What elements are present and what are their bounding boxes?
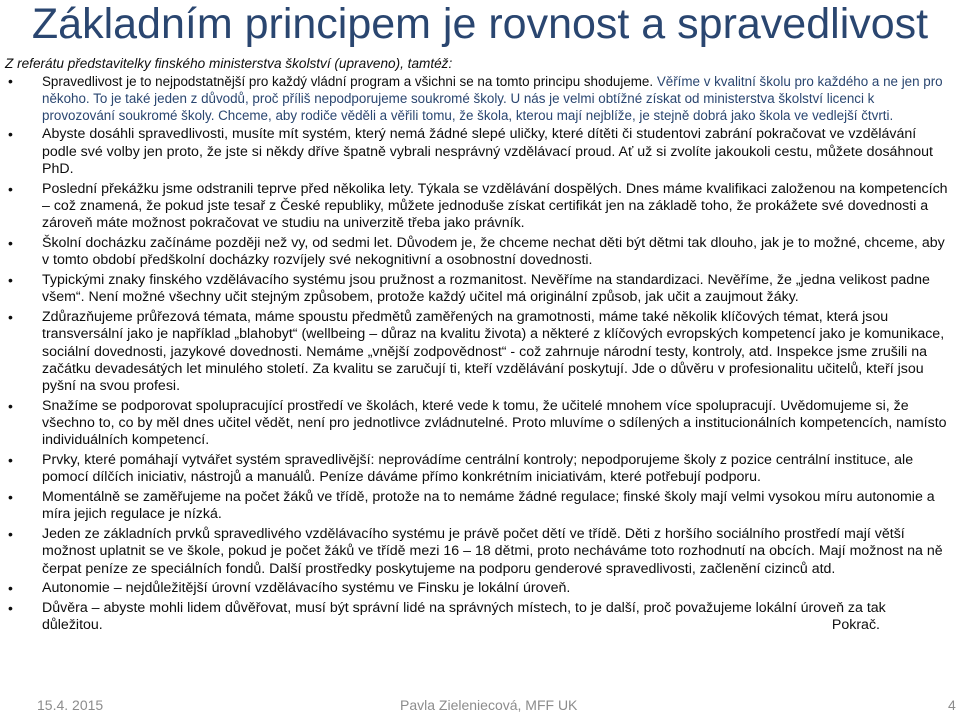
bullet-icon: • xyxy=(8,234,13,251)
list-item xyxy=(0,235,960,270)
intro-line: Z referátu představitelky finského ministerstva školství (upraveno), tamtéž: xyxy=(5,56,453,71)
list-item-text: Zdůrazňujeme průřezová témata, máme spoustu předmětů zaměřených na gramotnosti, máme také několik klíčových témat, která jsou transversální jako je například „blahobyt“ (wellbeing – důraz na kvalitu života) a některé z klíčových evropských kompetencí jako je komunikace, sociální dovednosti, jazykové dovednosti. Nemáme „vnější zodpovědnost“ - což zahrnuje národní testy, kontroly, atd. Inspekce jsme zrušili na začátku devadesátých let minulého století. Za kvalitu se zaručují ti, kteří vzdělávání poskytují. Jde o důvěru v profesionalitu učitelů, kteří jsou pyšní na svou profesi. xyxy=(42,308,945,395)
page-number: 4 xyxy=(948,697,956,713)
list-item-text xyxy=(42,73,948,124)
list-item-text-part1: Spravedlivost je to nejpodstatnější pro každý vládní program a všichni se na tomto principu shodujeme. xyxy=(42,74,654,89)
bullet-icon: • xyxy=(8,180,13,197)
list-item-text: Momentálně se zaměřujeme na počet žáků ve třídě, protože na to nemáme žádné regulace; finské školy mají velmi vysokou míru autonomie a míra jejich regulace je nízká. xyxy=(42,489,935,523)
list-item-text: Důvěra – abyste mohli lidem důvěřovat, musí být správní lidé na správných místech, to je další, proč považujeme lokální úroveň za tak důležitou. xyxy=(42,600,886,634)
bullet-icon: • xyxy=(8,73,13,89)
bullet-icon: • xyxy=(8,580,13,597)
continue-label: Pokrač. xyxy=(831,617,880,634)
bullet-icon: • xyxy=(8,452,13,469)
bullet-icon: • xyxy=(8,489,13,506)
list-item xyxy=(0,126,960,178)
bullet-icon: • xyxy=(8,526,13,543)
list-item xyxy=(0,309,960,395)
footer-author: Pavla Zieleniecová, MFF UK xyxy=(400,697,578,713)
list-item xyxy=(0,600,960,635)
slide-title: Základním principem je rovnost a spravedlivost xyxy=(31,0,929,48)
list-item xyxy=(0,181,960,233)
list-item-text: Prvky, které pomáhají vytvářet systém spravedlivější: neprovádíme centrální kontroly; nepodporujeme školy z pozice centrální instituce, ale pomocí dílčích iniciativ, nástrojů a manuálů. Peníze dáváme přímo konkrétním iniciativám, které potřebují podporu. xyxy=(42,452,914,486)
list-item xyxy=(0,272,960,307)
bullet-icon: • xyxy=(8,397,13,414)
list-item-text: Snažíme se podporovat spolupracující prostředí ve školách, které vede k tomu, že učitelé mnohem více spolupracují. Uvědomujeme si, že všechno to, co by měl dnes učitel vědět, není pro jednotlivce zvládnutelné. Proto mluvíme o sdílených a institucionálních kompetencích, namísto individuálních kompetencí. xyxy=(42,397,947,449)
list-item-text: Typickými znaky finského vzdělávacího systému jsou pružnost a rozmanitost. Nevěříme na standardizaci. Nevěříme, že „jedna velikost padne všem“. Není možné všechny učit stejným způsobem, protože každý učitel má originální způsob, jak učit a zaujmout žáky. xyxy=(42,271,930,306)
bullet-icon: • xyxy=(8,308,13,325)
bullet-icon: • xyxy=(8,600,13,617)
list-item xyxy=(0,398,960,450)
list-item-text: Školní docházku začínáme později než vy, od sedmi let. Důvodem je, že chceme nechat děti být dětmi tak dlouho, jak je to možné, chceme, aby v tomto období předškolní docházky rozvíjely své nekognitivní a osobnostní dovednosti. xyxy=(42,234,945,269)
list-item-text-part2: Věříme v kvalitní školu pro každého a ne jen pro někoho. To je také jeden z důvodů, proč příliš nepodporujeme soukromé školy. U nás je velmi obtížné získat od ministerstva školství licenci k provozování soukromé školy. Chceme, aby rodiče věděli a věřili tomu, že škola, kterou mají nejblíže, je stejně dobrá jako škola ve vedlejší čtvrti. xyxy=(42,74,943,123)
list-item xyxy=(0,526,960,578)
list-item-text: Poslední překážku jsme odstranili teprve před několika lety. Týkala se vzdělávání dospělých. Dnes máme kvalifikaci založenou na kompetencích – což znamená, že pokud jste tesař z České republiky, můžete jednoduše získat certifikát jen na základě toho, že prokážete své dovednosti a zároveň máte možnost pokračovat ve studiu na univerzitě třeba jako právník. xyxy=(42,180,948,232)
list-item xyxy=(0,580,960,597)
list-item-text: Jeden ze základních prvků spravedlivého vzdělávacího systému je právě počet dětí ve třídě. Děti z horšího sociálního prostředí mají větší možnost uplatnit se ve škole, pokud je počet žáků ve třídě mezi 16 – 18 dětmi, proto necháváme toto rozhodnutí na obcích. Mají možnost na ně čerpat peníze ze speciálních fondů. Další prostředky poskytujeme na podporu genderové spravedlivosti, začlenění cizinců atd. xyxy=(42,526,943,577)
list-item-text: Abyste dosáhli spravedlivosti, musíte mít systém, který nemá žádné slepé uličky, které dítěti či studentovi zabrání pokračovat ve vzdělávání podle své volby jen proto, že jste si někdy dříve špatně vybrali nesprávný vzdělávací proud. Ať už si zvolíte jakoukoli cestu, můžete dosáhnout PhD. xyxy=(42,126,933,177)
bullet-list xyxy=(0,73,960,637)
list-item xyxy=(0,452,960,487)
list-item-text: Autonomie – nejdůležitější úrovní vzdělávacího systému ve Finsku je lokální úroveň. xyxy=(42,580,571,597)
bullet-icon: • xyxy=(8,271,13,288)
list-item xyxy=(0,489,960,524)
footer-date: 15.4. 2015 xyxy=(37,697,104,713)
bullet-icon: • xyxy=(8,126,13,143)
list-item xyxy=(0,73,960,124)
